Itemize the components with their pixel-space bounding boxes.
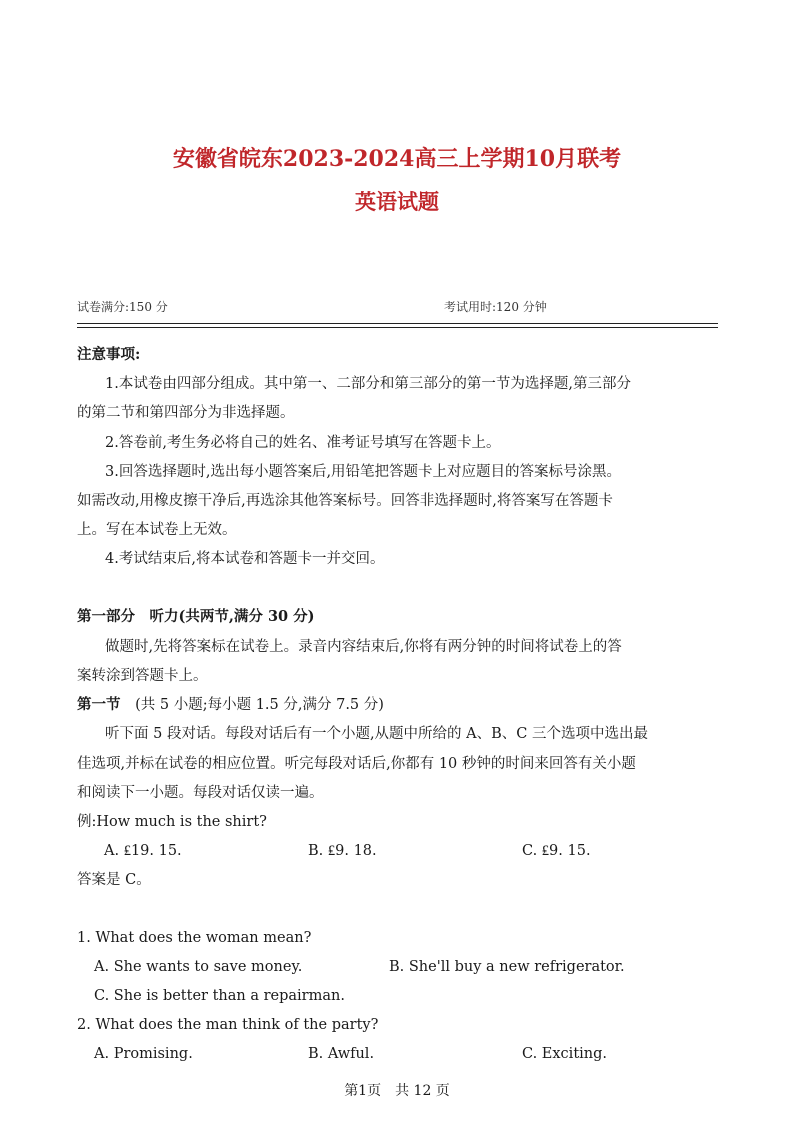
question-1-option-a: A. She wants to save money. [94,959,303,975]
section-1-scoring: (共 5 小题;每小题 1.5 分,满分 7.5 分) [135,697,384,713]
example-option-a: A. ₤19. 15. [104,843,182,859]
page-number: 第1页 共 12 页 [344,1083,450,1099]
part-1-desc-line-1: 做题时,先将答案标在试卷上。录音内容结束后,你将有两分钟的时间将试卷上的答 [105,639,622,655]
example-option-b: B. ₤9. 18. [308,843,377,859]
header-divider-bottom [77,327,718,328]
section-1-desc-line-1: 听下面 5 段对话。每段对话后有一个小题,从题中所给的 A、B、C 三个选项中选出最 [105,726,648,742]
notice-item-3-line-3: 上。写在本试卷上无效。 [77,522,237,538]
section-1-desc-line-3: 和阅读下一小题。每段对话仅读一遍。 [77,785,324,801]
question-1-option-b: B. She'll buy a new refrigerator. [389,959,625,975]
full-score: 试卷满分:150 分 [77,300,168,314]
section-1-heading [77,696,722,714]
question-2-option-c: C. Exciting. [522,1046,608,1062]
notice-item-3-line-1: 3.回答选择题时,选出每小题答案后,用铅笔把答题卡上对应题目的答案标号涂黑。 [105,464,622,480]
part-1-heading: 第一部分 听力(共两节,满分 30 分) [77,608,315,625]
notice-item-4: 4.考试结束后,将本试卷和答题卡一并交回。 [105,551,385,567]
exam-subtitle: 英语试题 [355,189,439,214]
question-2-option-a: A. Promising. [94,1046,193,1062]
section-1-label: 第一节 [77,696,121,713]
notice-item-1-line-2: 的第二节和第四部分为非选择题。 [77,405,295,421]
section-1-desc-line-2: 佳选项,并标在试卷的相应位置。听完每段对话后,你都有 10 秒钟的时间来回答有关小题 [77,756,636,772]
question-1-option-c: C. She is better than a repairman. [94,988,345,1004]
question-2-stem: 2. What does the man think of the party? [77,1017,379,1033]
notice-item-2: 2.答卷前,考生务必将自己的姓名、准考证号填写在答题卡上。 [105,435,501,451]
question-2-option-b: B. Awful. [308,1046,375,1062]
part-1-desc-line-2: 案转涂到答题卡上。 [77,668,208,684]
notice-item-3-line-2: 如需改动,用橡皮擦干净后,再选涂其他答案标号。回答非选择题时,将答案写在答题卡 [77,493,613,509]
question-1-stem: 1. What does the woman mean? [77,930,312,946]
example-answer: 答案是 C。 [77,872,151,888]
notice-item-1-line-1: 1.本试卷由四部分组成。其中第一、二部分和第三部分的第一节为选择题,第三部分 [105,376,631,392]
exam-time: 考试用时:120 分钟 [444,300,547,314]
example-option-c: C. ₤9. 15. [522,843,591,859]
example-question: 例:How much is the shirt? [77,814,267,830]
exam-title: 安徽省皖东2023-2024高三上学期10月联考 [172,146,622,172]
header-divider-top [77,323,718,324]
notice-heading: 注意事项: [77,346,141,363]
